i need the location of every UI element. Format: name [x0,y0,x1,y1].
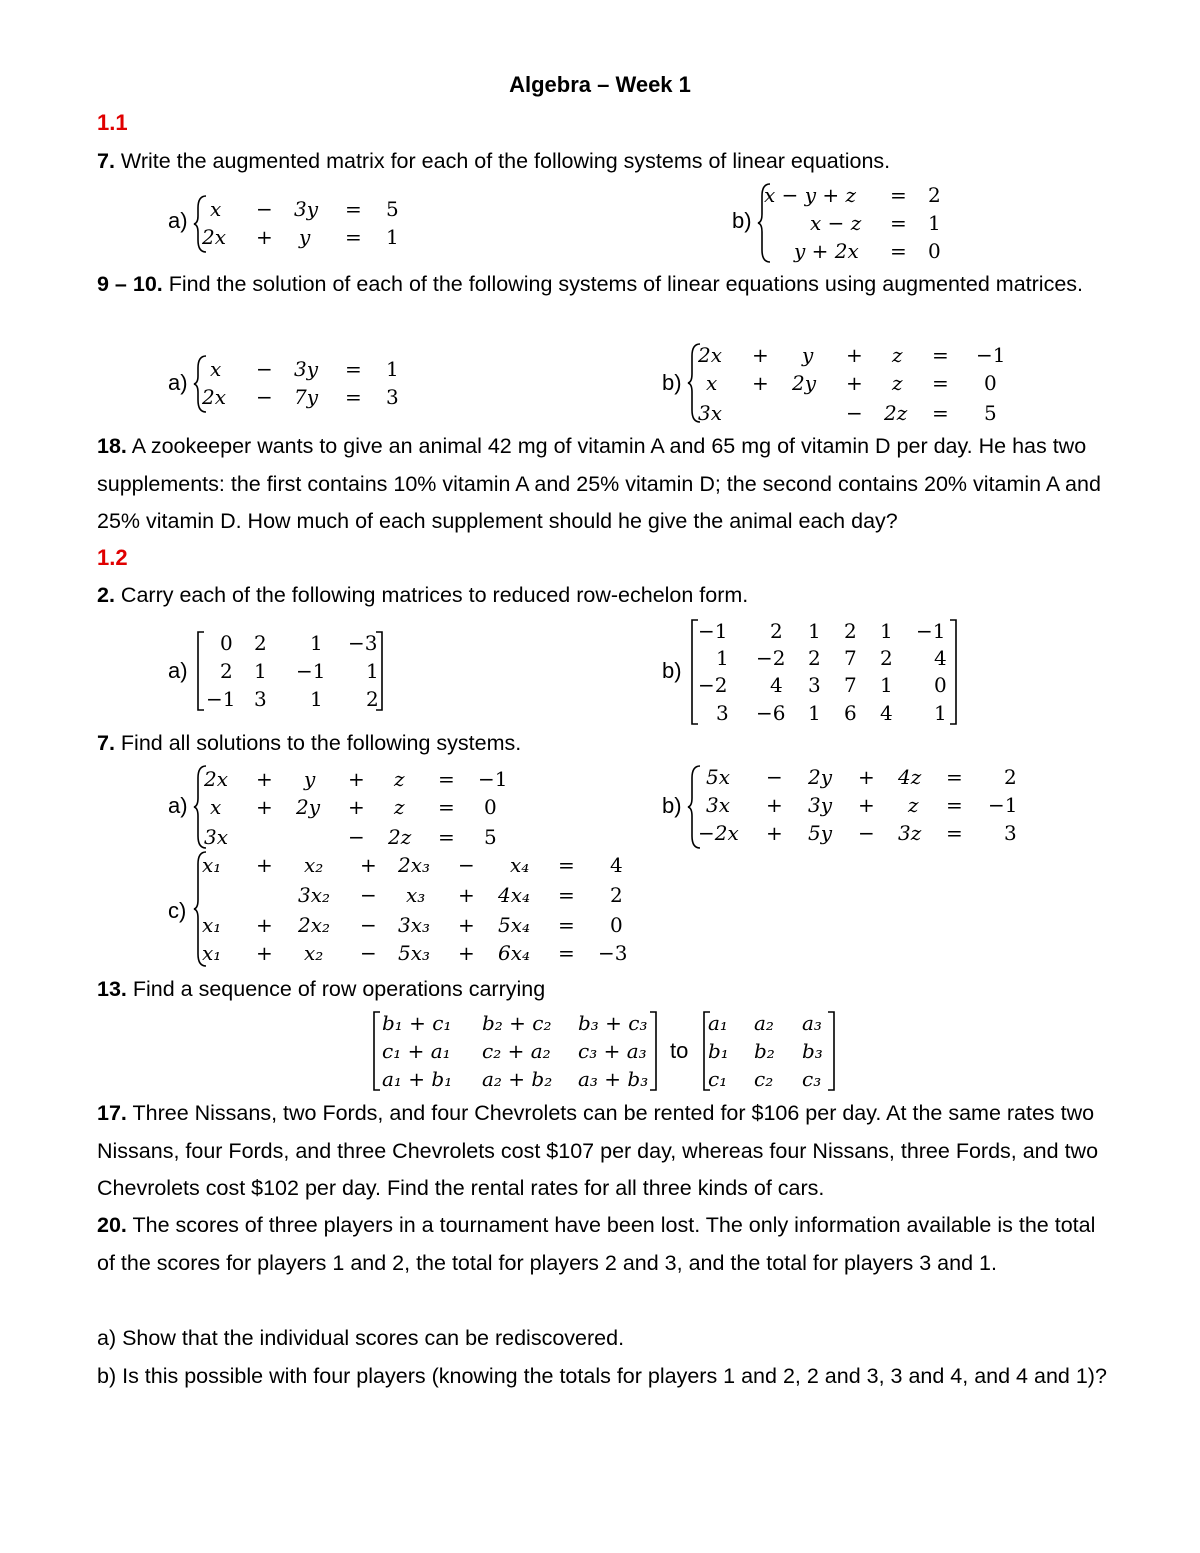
cell: 2 [844,619,857,643]
op: + [360,853,377,877]
question-text: The scores of three players in a tournament have been lost. The only information available is the total of the scores for players 1 and 2, the total for players 2 and 3, and the total for players 3 and 1. [97,1213,1096,1275]
cell: 1 [366,659,379,683]
matrix-2b [686,616,966,728]
question-text: Three Nissans, two Fords, and four Chevrolets can be rented for $106 per day. At the same rates two Nissans, four Fords, and three Chevrolets cost $107 per day, whereas four Nissans, three Fords, and two Chevrolets cost $102 per day. Find the rental rates for all three kinds of cars. [97,1101,1099,1200]
eq: = [946,765,963,789]
term: 5x₄ [498,913,531,937]
term: z [394,795,405,819]
system-7a [192,192,422,256]
op: + [348,795,365,819]
op: + [256,913,273,937]
cell: 0 [934,673,947,697]
op: − [458,853,475,877]
label-a: a) [168,658,188,683]
matrix-13-left [368,1008,668,1094]
to-word: to [670,1038,689,1063]
system-7-1-2b [686,762,1046,852]
eq: = [946,793,963,817]
term: 4x₄ [498,883,531,907]
question-20 [97,1207,1117,1282]
cell: 1 [880,673,893,697]
term: z [394,767,405,791]
eq: = [946,821,963,845]
op: + [256,225,273,249]
term: 2z [388,825,412,849]
cell: 1 [310,631,323,655]
value: 0 [984,371,997,395]
cell: 6 [844,701,857,725]
bracket-left [374,1012,380,1090]
term: 2y [808,765,833,789]
value: 1 [928,211,941,235]
value: 0 [610,913,623,937]
question-number: 20. [97,1213,127,1237]
cell: −1 [206,687,236,711]
op: − [348,825,365,849]
value: 0 [928,239,941,263]
cell: −6 [756,701,786,725]
question-number: 2. [97,583,115,607]
eq: = [890,183,907,207]
op: + [858,765,875,789]
question-18 [97,428,1117,541]
term: 3x [698,401,723,425]
op: + [846,371,863,395]
op: + [858,793,875,817]
question-number: 17. [97,1101,127,1125]
op: − [360,941,377,965]
question-text: Write the augmented matrix for each of the following systems of linear equations. [120,149,891,173]
term: 3x₂ [298,883,331,907]
cell: c₂ [754,1067,774,1091]
eq: = [932,343,949,367]
cell: a₁ [708,1011,728,1035]
cell: 3 [808,673,821,697]
cell: −2 [756,646,786,670]
op: + [766,793,783,817]
cell: 7 [844,673,857,697]
term: 6x₄ [498,941,531,965]
term: x [706,371,718,395]
cell: 1 [880,619,893,643]
value: −3 [598,941,628,965]
question-number: 18. [97,434,127,458]
cell: b₂ [754,1039,775,1063]
op: + [752,343,769,367]
eq: = [438,825,455,849]
section-heading-1-2: 1.2 [97,545,128,570]
cell: 3 [716,701,729,725]
cell: a₃ + b₃ [578,1067,649,1091]
cell: 2 [366,687,379,711]
term: x₁ [202,853,222,877]
term: x₁ [202,913,222,937]
term: z [908,793,919,817]
system-7b [756,180,976,266]
term: 3y [808,793,833,817]
cell: −2 [698,673,728,697]
op: + [256,941,273,965]
term: z [892,343,903,367]
cell: 2 [880,646,893,670]
question-text: A zookeeper wants to give an animal 42 mg of vitamin A and 65 mg of vitamin D per day. He has two supplements: the first contains 10% vitamin A and 25% vitamin D; the second contains 20% vitamin A and 25% vitamin D. How much of each supplement should he give the animal each day? [97,434,1101,533]
eq: = [438,767,455,791]
question-text: Carry each of the following matrices to reduced row-echelon form. [120,583,749,607]
cell: b₃ + c₃ [578,1011,648,1035]
label-b: b) [662,793,682,818]
cell: 4 [880,701,893,725]
label-a: a) [168,208,188,233]
op: + [766,821,783,845]
op: + [846,343,863,367]
cell: 4 [770,673,783,697]
cell: a₂ + b₂ [482,1067,553,1091]
cell: −1 [296,659,326,683]
term: y [299,225,311,249]
question-number: 9 – 10. [97,272,163,296]
op: − [256,385,273,409]
term: 2x [204,767,229,791]
cell: −1 [916,619,946,643]
value: −1 [976,343,1006,367]
question-2 [97,577,1117,615]
term: x [210,357,222,381]
cell: c₃ + a₃ [578,1039,647,1063]
term: z [892,371,903,395]
eq: = [932,371,949,395]
term: x₁ [202,941,222,965]
term: x₂ [304,853,324,877]
term: 5y [808,821,833,845]
system-7-1-2a [192,762,532,852]
matrix-2a [192,628,392,714]
op: − [846,401,863,425]
cell: −1 [698,619,728,643]
cell: c₁ + a₁ [382,1039,451,1063]
op: + [256,767,273,791]
cell: 2 [808,646,821,670]
op: + [752,371,769,395]
page-title: Algebra – Week 1 [509,72,691,97]
eq: = [558,883,575,907]
eq: = [558,941,575,965]
term: y [304,767,316,791]
eq: = [558,853,575,877]
op: + [458,941,475,965]
term: 5x [706,765,731,789]
value: 3 [386,385,399,409]
question-text: Find all solutions to the following systems. [120,731,522,755]
term: 2y [296,795,321,819]
op: − [360,913,377,937]
term: 5x₃ [398,941,431,965]
cell: 3 [254,687,267,711]
question-20b: b) Is this possible with four players (knowing the totals for players 1 and 2, 2 and 3, 3 and 4, and 4 and 1)? [97,1364,1107,1388]
cell: a₂ [754,1011,774,1035]
bracket-right [650,1012,656,1090]
eq: = [438,795,455,819]
question-7-1-2 [97,725,1117,763]
bracket-right [950,620,956,724]
question-text: Find a sequence of row operations carrying [132,977,546,1001]
term: 2z [884,401,908,425]
term: x − z [810,211,862,235]
cell: 2 [770,619,783,643]
cell: a₁ + b₁ [382,1067,453,1091]
cell: −3 [348,631,378,655]
value: 2 [1004,765,1017,789]
term: 3y [294,357,319,381]
cell: 1 [808,619,821,643]
system-9b [686,340,1026,426]
label-b: b) [732,208,752,233]
op: − [766,765,783,789]
cell: a₃ [802,1011,822,1035]
label-b: b) [662,658,682,683]
label-b: b) [662,370,682,395]
question-9-10 [97,266,1117,304]
question-13 [97,971,1117,1009]
op: − [256,197,273,221]
value: 1 [386,225,399,249]
cell: b₃ [802,1039,823,1063]
question-7-1-1 [97,143,1117,181]
cell: b₁ + c₁ [382,1011,452,1035]
term: x₂ [304,941,324,965]
cell: b₁ [708,1039,729,1063]
value: 2 [610,883,623,907]
op: + [348,767,365,791]
term: 3y [294,197,319,221]
cell: 2 [254,631,267,655]
eq: = [345,225,362,249]
cell: 7 [844,646,857,670]
term: 3z [898,821,922,845]
eq: = [890,239,907,263]
term: y + 2x [794,239,859,263]
op: + [256,853,273,877]
term: x₃ [406,883,426,907]
eq: = [890,211,907,235]
term: 2x [698,343,723,367]
eq: = [345,197,362,221]
cell: 1 [254,659,267,683]
value: 5 [484,825,497,849]
value: 3 [1004,821,1017,845]
label-c: c) [168,898,187,923]
bracket-right [828,1012,834,1090]
term: 2x₃ [398,853,431,877]
question-text: Find the solution of each of the following systems of linear equations using augmented matrices. [168,272,1083,296]
value: 5 [386,197,399,221]
system-9a [192,352,422,416]
cell: 1 [716,646,729,670]
value: 2 [928,183,941,207]
term: 7y [294,385,319,409]
value: −1 [988,793,1018,817]
cell: 0 [220,631,233,655]
cell: 1 [934,701,947,725]
op: + [458,913,475,937]
term: 3x [706,793,731,817]
term: 2x [202,385,227,409]
cell: 1 [808,701,821,725]
eq: = [932,401,949,425]
question-17 [97,1095,1117,1208]
term: 3x [204,825,229,849]
eq: = [345,385,362,409]
section-heading-1-1: 1.1 [97,110,128,135]
eq: = [558,913,575,937]
term: x [210,197,222,221]
op: − [256,357,273,381]
cell: 4 [934,646,947,670]
term: −2x [698,821,739,845]
value: 1 [386,357,399,381]
term: 4z [898,765,922,789]
question-20a: a) Show that the individual scores can be rediscovered. [97,1326,625,1350]
term: x − y + z [764,183,857,207]
cell: c₂ + a₂ [482,1039,551,1063]
op: − [360,883,377,907]
system-7-1-2c [192,848,642,970]
matrix-13-right [698,1008,848,1094]
op: + [256,795,273,819]
cell: b₂ + c₂ [482,1011,552,1035]
eq: = [345,357,362,381]
question-number: 7. [97,731,115,755]
cell: 2 [220,659,233,683]
term: y [802,343,814,367]
term: x [210,795,222,819]
question-number: 13. [97,977,127,1001]
cell: c₁ [708,1067,728,1091]
value: −1 [478,767,508,791]
cell: c₃ [802,1067,822,1091]
term: x₄ [510,853,530,877]
term: 2y [792,371,817,395]
value: 4 [610,853,623,877]
question-number: 7. [97,149,115,173]
bracket-left [198,632,204,710]
op: + [458,883,475,907]
term: 2x₂ [298,913,331,937]
value: 0 [484,795,497,819]
term: 3x₃ [398,913,431,937]
cell: 1 [310,687,323,711]
label-a: a) [168,370,188,395]
value: 5 [984,401,997,425]
op: − [858,821,875,845]
label-a: a) [168,793,188,818]
term: 2x [202,225,227,249]
